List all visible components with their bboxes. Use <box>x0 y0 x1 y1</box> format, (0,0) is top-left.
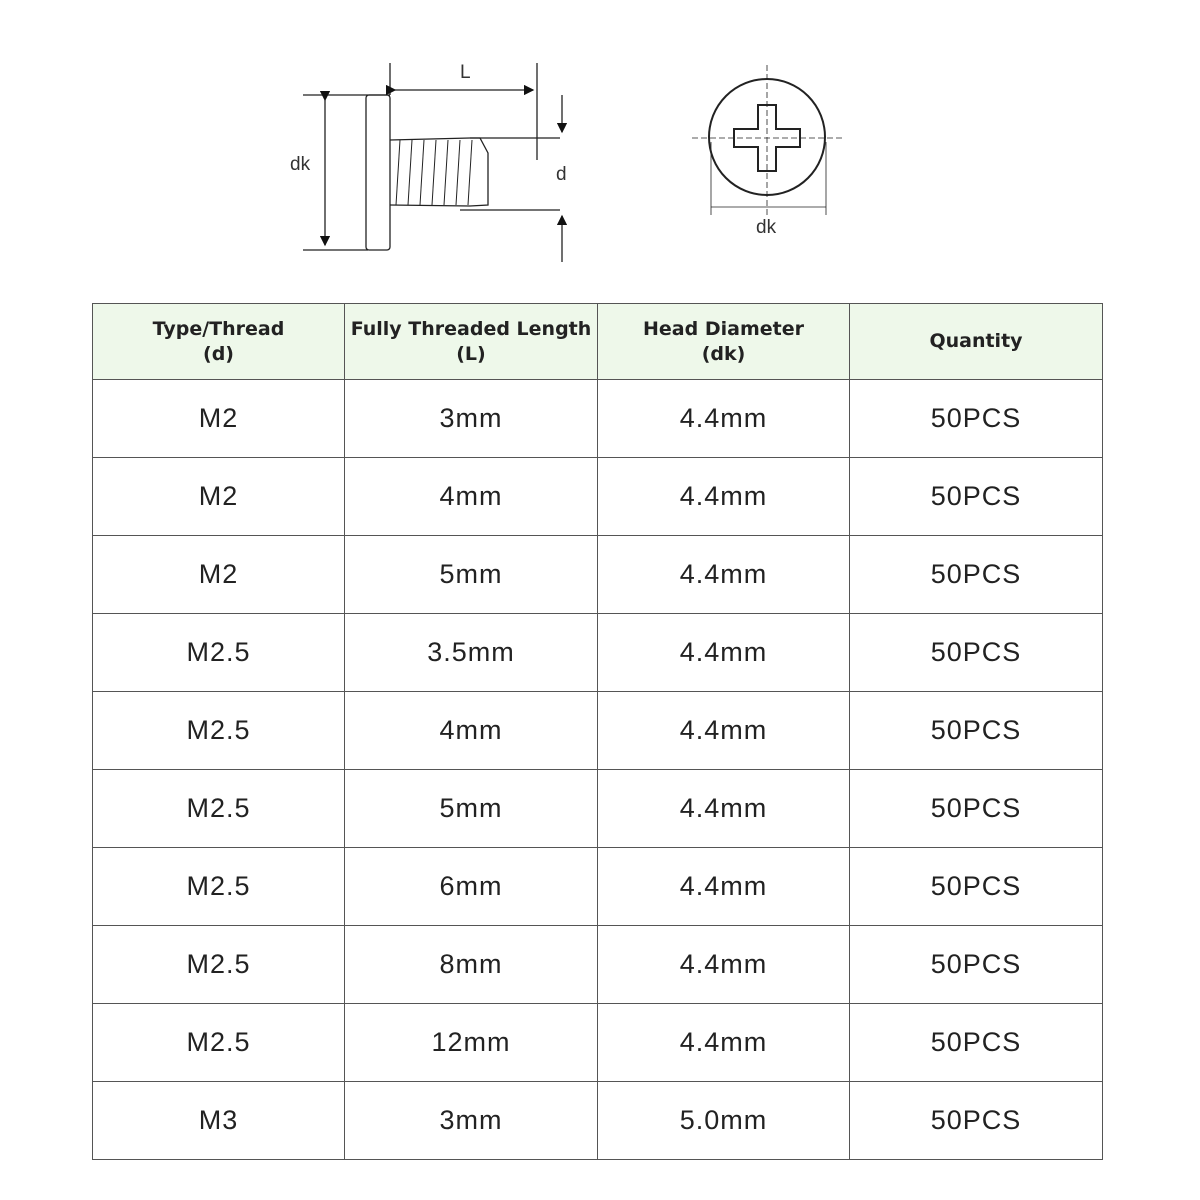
header-line: Head Diameter <box>643 317 804 340</box>
top-view <box>692 65 842 215</box>
cell-length: 8mm <box>345 926 598 1004</box>
header-line: (dk) <box>701 342 746 365</box>
cell-quantity: 50PCS <box>850 770 1103 848</box>
cell-quantity: 50PCS <box>850 536 1103 614</box>
table-row <box>93 458 1103 536</box>
cell-head-diameter: 4.4mm <box>598 536 850 614</box>
cell-length: 6mm <box>345 848 598 926</box>
table-row <box>93 536 1103 614</box>
cell-length: 5mm <box>345 770 598 848</box>
header-quantity <box>850 304 1103 380</box>
cell-type-thread: M2.5 <box>93 692 345 770</box>
cell-type-thread: M2 <box>93 458 345 536</box>
header-length <box>345 304 598 380</box>
cell-quantity: 50PCS <box>850 380 1103 458</box>
header-line: (L) <box>456 342 486 365</box>
cell-quantity: 50PCS <box>850 692 1103 770</box>
cell-type-thread: M2.5 <box>93 770 345 848</box>
table-row <box>93 1082 1103 1160</box>
table-row <box>93 1004 1103 1082</box>
cell-head-diameter: 4.4mm <box>598 692 850 770</box>
cell-length: 4mm <box>345 692 598 770</box>
cell-type-thread: M2.5 <box>93 926 345 1004</box>
header-line: Type/Thread <box>152 317 285 340</box>
cell-head-diameter: 5.0mm <box>598 1082 850 1160</box>
header-line: (d) <box>203 342 234 365</box>
label-dk-top: dk <box>756 217 777 238</box>
cell-length: 3mm <box>345 1082 598 1160</box>
cell-length: 3mm <box>345 380 598 458</box>
cell-type-thread: M3 <box>93 1082 345 1160</box>
cell-head-diameter: 4.4mm <box>598 458 850 536</box>
cell-quantity: 50PCS <box>850 1004 1103 1082</box>
table-row <box>93 926 1103 1004</box>
side-view <box>303 63 562 262</box>
screw-spec-table <box>92 303 1103 1160</box>
cell-type-thread: M2 <box>93 536 345 614</box>
cell-type-thread: M2.5 <box>93 848 345 926</box>
screw-dimension-diagram <box>0 0 1200 290</box>
cell-head-diameter: 4.4mm <box>598 614 850 692</box>
table-row <box>93 848 1103 926</box>
cell-length: 4mm <box>345 458 598 536</box>
cell-head-diameter: 4.4mm <box>598 848 850 926</box>
cell-quantity: 50PCS <box>850 458 1103 536</box>
table-row <box>93 770 1103 848</box>
cell-quantity: 50PCS <box>850 926 1103 1004</box>
table-row <box>93 380 1103 458</box>
label-dk-side: dk <box>290 154 311 175</box>
cell-type-thread: M2.5 <box>93 614 345 692</box>
cell-length: 5mm <box>345 536 598 614</box>
cell-quantity: 50PCS <box>850 1082 1103 1160</box>
cell-quantity: 50PCS <box>850 614 1103 692</box>
label-d: d <box>556 164 567 185</box>
header-head-diameter <box>598 304 850 380</box>
cell-head-diameter: 4.4mm <box>598 926 850 1004</box>
header-line: Fully Threaded Length <box>350 317 592 340</box>
header-type-thread <box>93 304 345 380</box>
cell-head-diameter: 4.4mm <box>598 1004 850 1082</box>
cell-quantity: 50PCS <box>850 848 1103 926</box>
cell-head-diameter: 4.4mm <box>598 770 850 848</box>
table-row <box>93 692 1103 770</box>
cell-type-thread: M2.5 <box>93 1004 345 1082</box>
cell-type-thread: M2 <box>93 380 345 458</box>
label-L: L <box>460 62 471 83</box>
header-line: Quantity <box>929 330 1023 352</box>
cell-length: 3.5mm <box>345 614 598 692</box>
cell-length: 12mm <box>345 1004 598 1082</box>
table-row <box>93 614 1103 692</box>
cell-head-diameter: 4.4mm <box>598 380 850 458</box>
table-header-row <box>93 304 1103 380</box>
